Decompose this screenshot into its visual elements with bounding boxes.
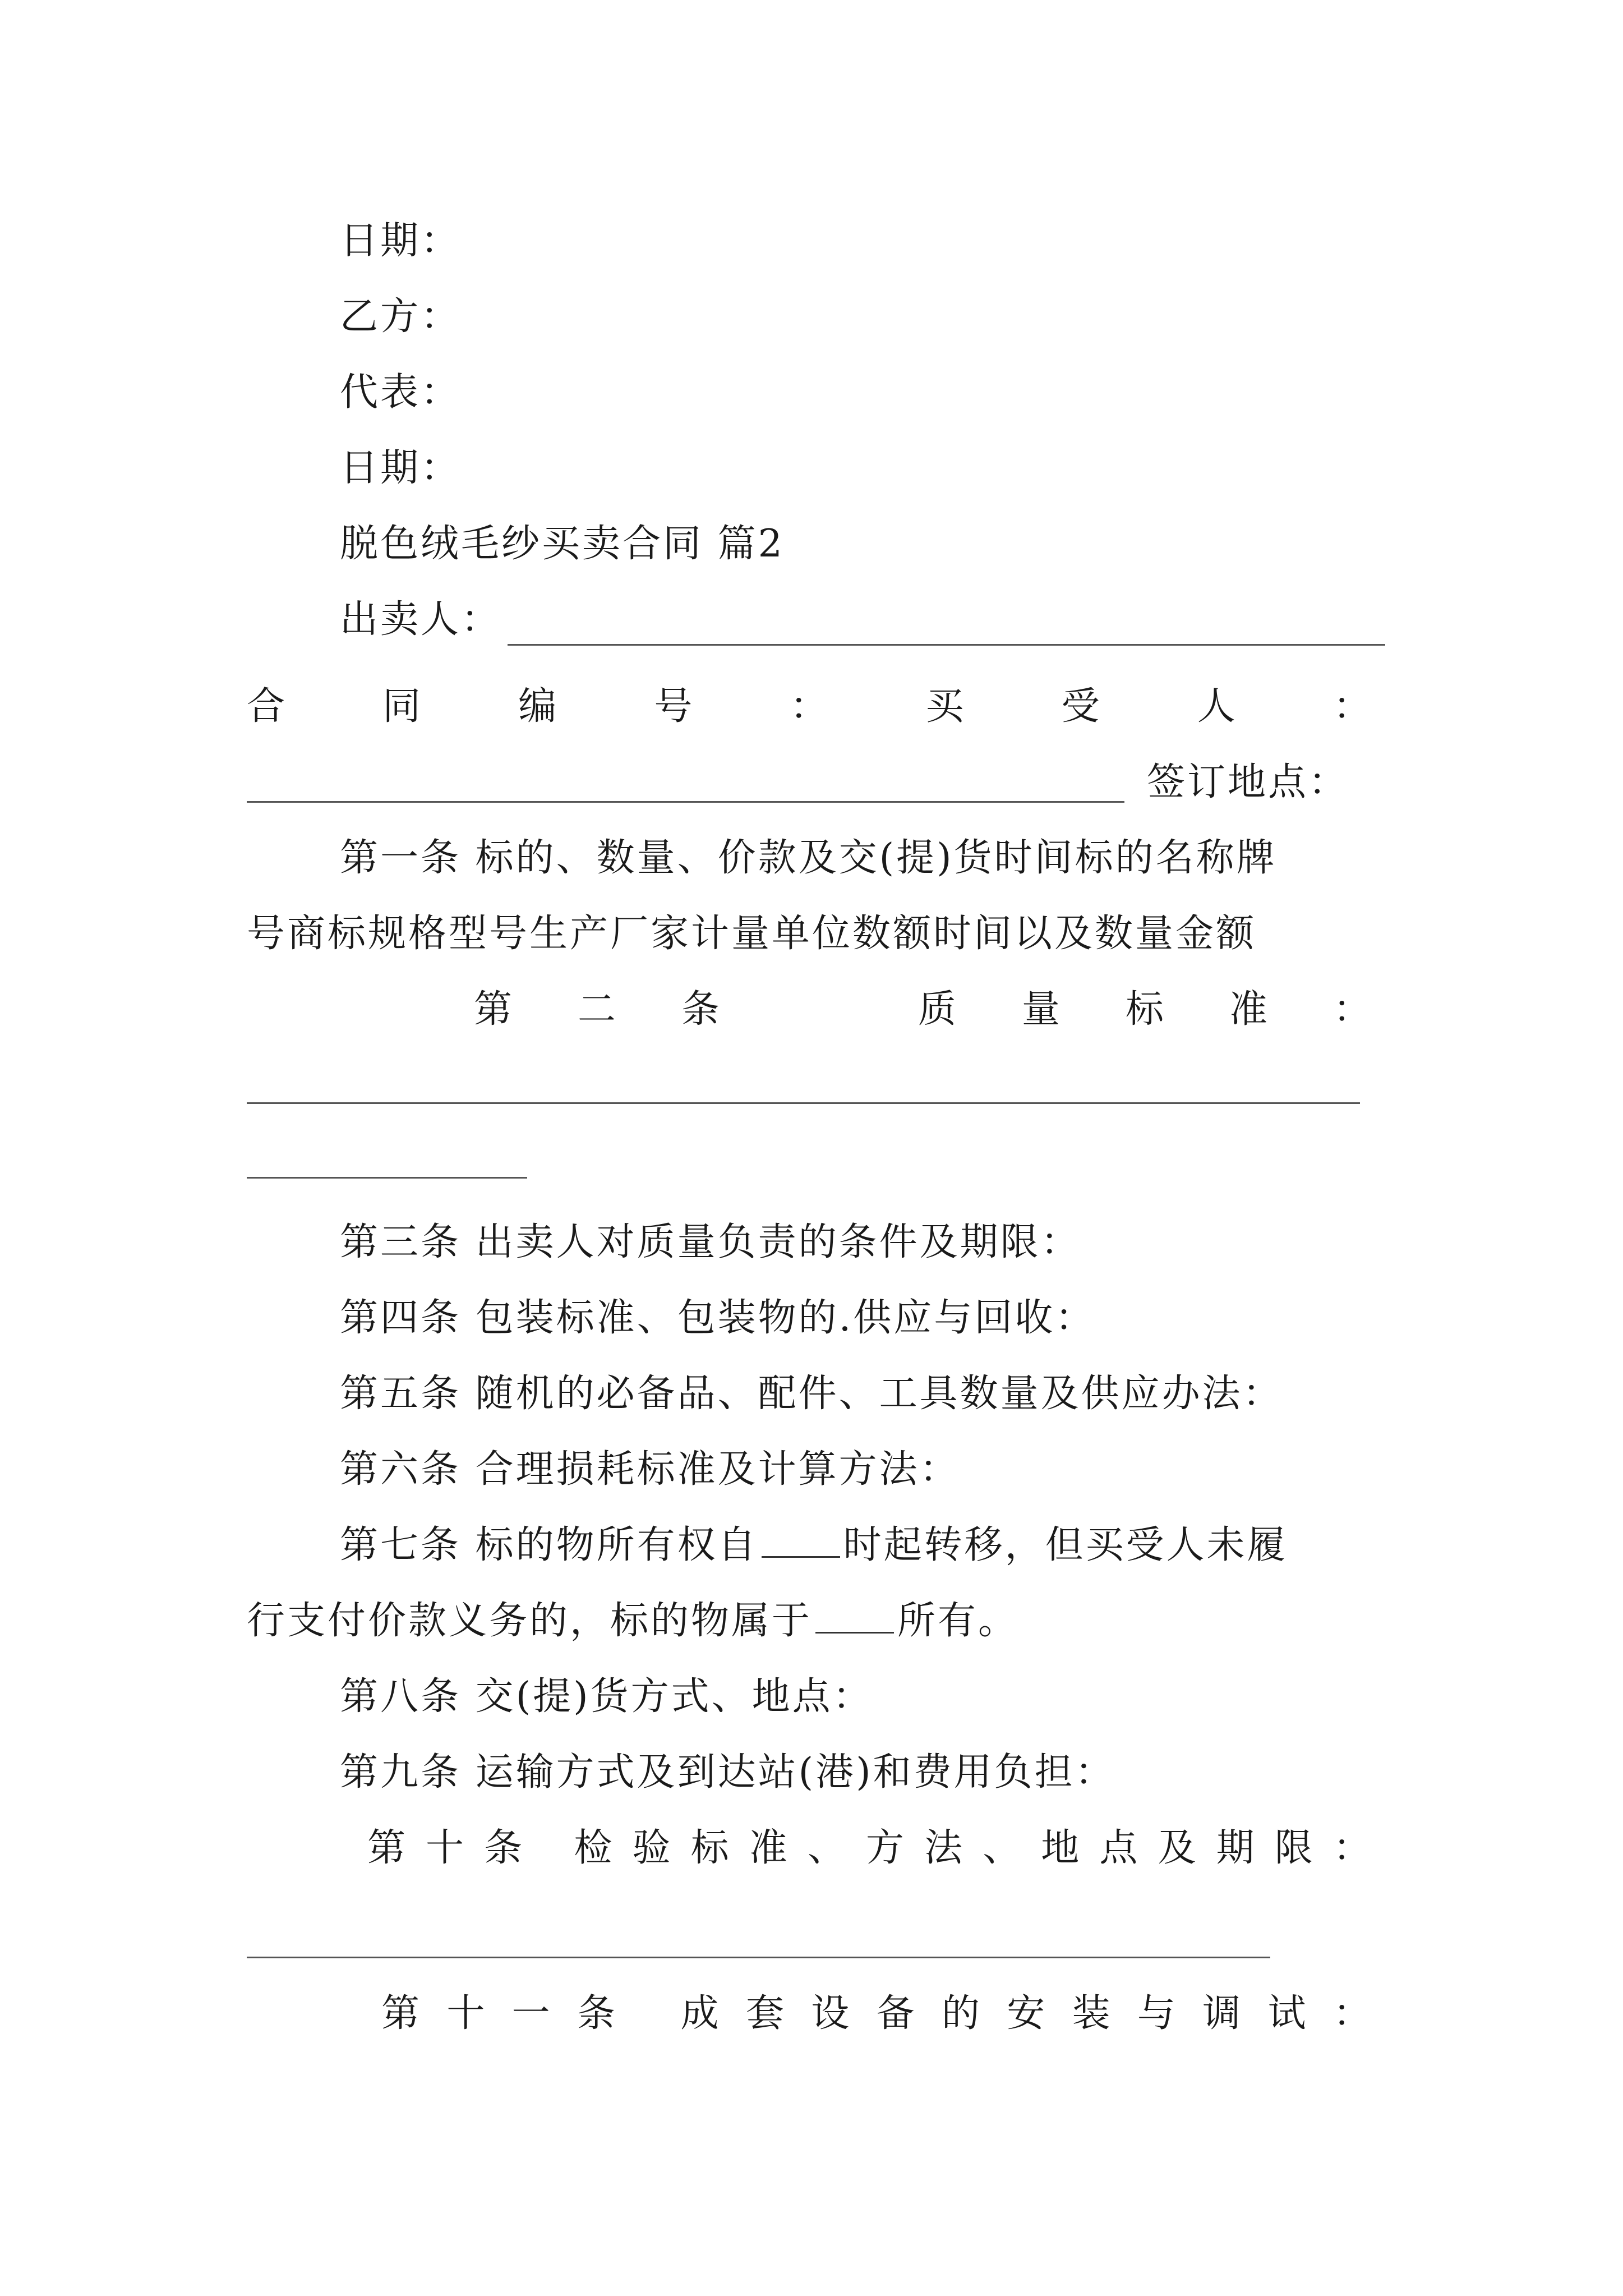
row-char: 标 (1125, 987, 1164, 1032)
gap (542, 1823, 554, 1874)
article-2-blank-line-1 (247, 1102, 1360, 1104)
article-9: 第九条 运输方式及到达站(港)和费用负担： (340, 1750, 1115, 1795)
row-char: 调 (1202, 1991, 1241, 2036)
article-7-text-b: 时起转移，但买受人未履 (843, 1523, 1288, 1567)
row-char: 号 (654, 684, 693, 729)
row-char: 条 (577, 1991, 615, 2036)
row-char: 验 (632, 1826, 671, 1870)
row-char: 点 (1099, 1826, 1138, 1870)
article-2-blank-line-2 (247, 1177, 527, 1179)
row-char: 备 (876, 1991, 915, 2036)
row-char: 试 (1267, 1991, 1306, 2036)
row-char: 受 (1061, 684, 1100, 729)
article-4: 第四条 包装标准、包装物的.供应与回收： (340, 1296, 1096, 1340)
row-char: 第 (474, 987, 513, 1032)
row-char: 的 (941, 1991, 980, 2036)
article-7-line-2 (247, 1596, 1018, 1646)
row-char: 第 (367, 1826, 406, 1870)
row-char: 设 (811, 1991, 850, 2036)
row-char: 限 (1274, 1826, 1313, 1870)
article-7-text-d: 所有。 (897, 1599, 1019, 1643)
row-char: 准 (1229, 987, 1267, 1032)
row-char: 质 (917, 987, 956, 1032)
row-char: 条 (681, 987, 720, 1032)
gap (642, 1989, 653, 2039)
date-label-2: 日期： (340, 446, 462, 490)
row-char: 同 (382, 684, 421, 729)
row-char: 地 (1041, 1826, 1080, 1870)
row-char: 二 (578, 987, 616, 1032)
row-char: ： (790, 684, 828, 729)
row-char: 合 (247, 684, 285, 729)
row-char: 准 (749, 1826, 787, 1870)
buyer-blank-line (247, 801, 1124, 803)
row-char: ： (1332, 987, 1371, 1032)
row-char: 买 (925, 684, 964, 729)
article-11-row (381, 1989, 1371, 2039)
article-5: 第五条 随机的必备品、配件、工具数量及供应办法： (340, 1372, 1283, 1416)
row-char: 装 (1072, 1991, 1110, 2036)
ownership-time-blank (762, 1522, 840, 1558)
article-7-text-c: 行支付价款义务的，标的物属于 (247, 1599, 813, 1643)
sign-place-label: 签订地点： (1147, 760, 1349, 804)
article-8: 第八条 交(提)货方式、地点： (340, 1674, 873, 1719)
article-10-blank-line (247, 1957, 1270, 1958)
party-b-label: 乙方： (340, 295, 462, 339)
row-char: 与 (1137, 1991, 1175, 2036)
row-char: 方 (865, 1826, 904, 1870)
row-char: 套 (745, 1991, 784, 2036)
row-char: 、 (983, 1826, 1021, 1870)
article-3: 第三条 出卖人对质量负责的条件及期限： (340, 1220, 1081, 1264)
row-char: 第 (381, 1991, 420, 2036)
row-char: ： (1332, 1991, 1371, 2036)
row-char: ： (1332, 684, 1371, 729)
row-char: 编 (518, 684, 557, 729)
article-2-row (474, 984, 1371, 1035)
gap (785, 984, 852, 1035)
contract-title: 脱色绒毛纱买卖合同 篇2 (340, 522, 785, 566)
row-char: 十 (446, 1991, 485, 2036)
article-10-row (367, 1823, 1371, 1874)
row-char: 法 (924, 1826, 963, 1870)
row-char: ： (1332, 1826, 1371, 1870)
row-char: 十 (426, 1826, 464, 1870)
row-char: 量 (1021, 987, 1060, 1032)
article-7-text-a: 第七条 标的物所有权自 (340, 1523, 758, 1567)
row-char: 标 (690, 1826, 729, 1870)
row-char: 一 (511, 1991, 550, 2036)
representative-label: 代表： (340, 370, 462, 415)
article-7-line-1 (340, 1520, 1288, 1571)
row-char: 期 (1216, 1826, 1255, 1870)
row-char: 及 (1158, 1826, 1196, 1870)
article-1-line-2: 号商标规格型号生产厂家计量单位数额时间以及数量金额 (247, 912, 1257, 956)
date-label-1: 日期： (340, 219, 462, 263)
seller-blank-line (508, 644, 1385, 646)
contract-no-buyer-row (247, 682, 1371, 732)
row-char: 检 (574, 1826, 612, 1870)
article-1-line-1: 第一条 标的、数量、价款及交(提)货时间标的名称牌 (340, 836, 1277, 880)
row-char: 条 (484, 1826, 523, 1870)
row-char: 、 (807, 1826, 846, 1870)
row-char: 安 (1007, 1991, 1045, 2036)
row-char: 成 (680, 1991, 719, 2036)
owner-blank (815, 1598, 894, 1634)
seller-label: 出卖人： (340, 597, 502, 642)
article-6: 第六条 合理损耗标准及计算方法： (340, 1447, 960, 1492)
row-char: 人 (1197, 684, 1235, 729)
